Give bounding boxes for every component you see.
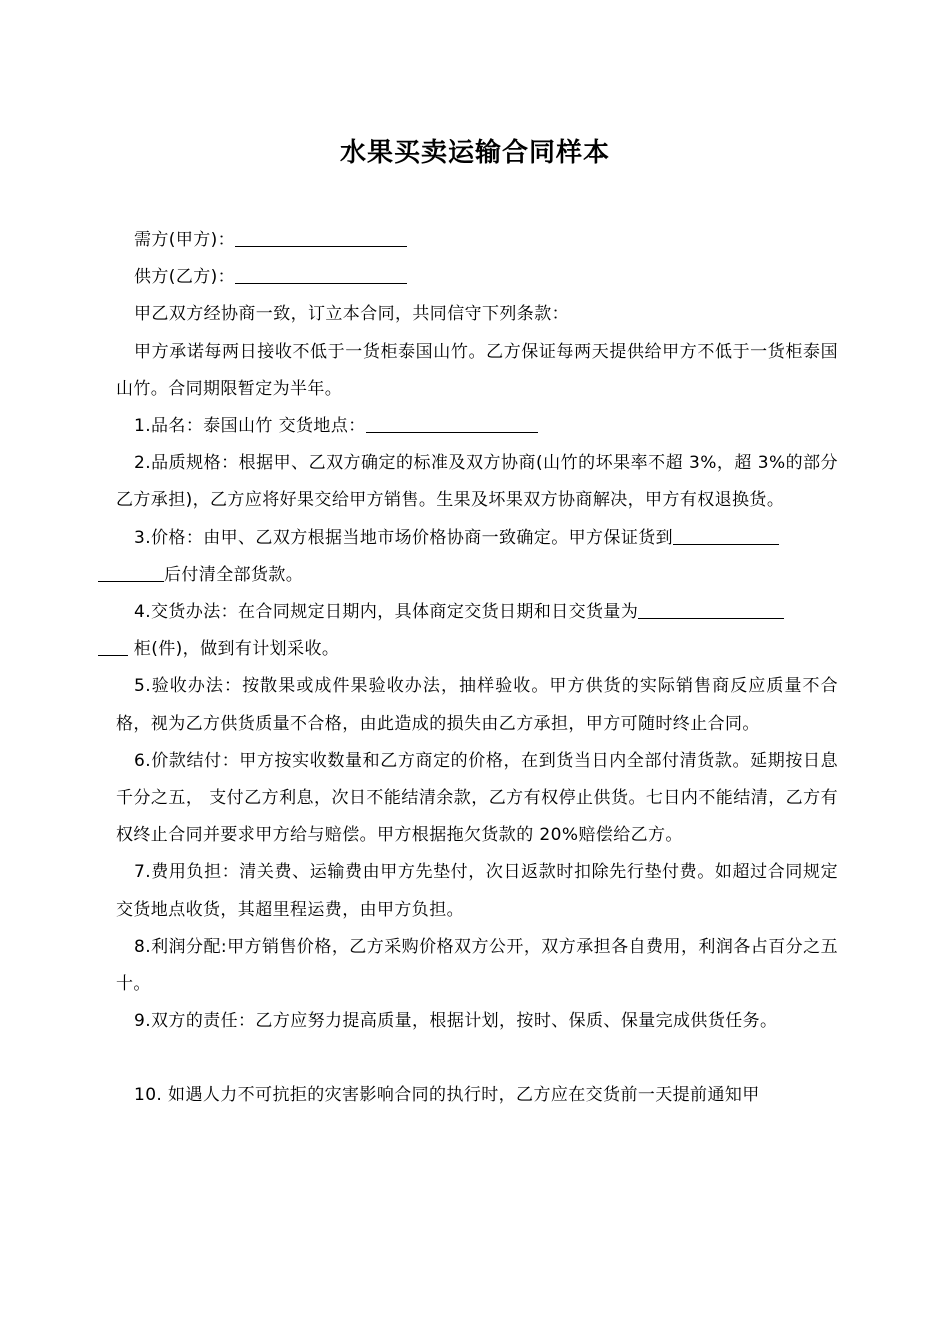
seller-label: 供方(乙方)：: [134, 267, 236, 288]
quantity-blank-cont: [98, 637, 128, 656]
clause-6: 6.价款结付：甲方按实收数量和乙方商定的价格，在到货当日内全部付清货款。延期按日息千分之五， 支付乙方利息，次日不能结清余款，乙方有权停止供货。七日内不能结清，乙方有权终止合同并要求甲方给与赔偿。甲方根据拖欠货款的 20%赔偿给乙方。: [116, 750, 838, 846]
clause-3-text: 3.价格：由甲、乙双方根据当地市场价格协商一致确定。甲方保证货到: [134, 527, 674, 548]
document-title: 水果买卖运输合同样本: [339, 138, 610, 168]
seller-line: [116, 259, 838, 296]
preamble-paragraph: 甲方承诺每两日接收不低于一货柜泰国山竹。乙方保证每两天提供给甲方不低于一货柜泰国山竹。合同期限暂定为半年。: [116, 341, 838, 399]
intro-paragraph: 甲乙双方经协商一致，订立本合同，共同信守下列条款：: [134, 304, 569, 325]
clause-5: 5.验收办法：按散果或成件果验收办法，抽样验收。甲方供货的实际销售商反应质量不合格，视为乙方供货质量不合格，由此造成的损失由乙方承担，甲方可随时终止合同。: [116, 676, 838, 734]
clause-8: 8.利润分配:甲方销售价格，乙方采购价格双方公开，双方承担各自费用，利润各占百分之五十。: [116, 936, 838, 995]
clause-3: [116, 520, 838, 594]
buyer-label: 需方(甲方)：: [134, 230, 236, 250]
payment-blank: [673, 526, 779, 545]
payment-blank-cont: [98, 563, 164, 582]
contract-body: [116, 222, 838, 1115]
clause-1-text: 1.品名：泰国山竹 交货地点：: [134, 416, 366, 437]
clause-4-suffix: 柜(件)，做到有计划采收。: [128, 639, 340, 660]
seller-blank: [235, 265, 407, 284]
clause-2: 2.品质规格：根据甲、乙双方确定的标准及双方协商(山竹的坏果率不超 3%，超 3%的部分乙方承担)，乙方应将好果交给甲方销售。生果及坏果双方协商解决，甲方有权退换货。: [116, 453, 838, 511]
clause-7: 7.费用负担：清关费、运输费由甲方先垫付，次日返款时扣除先行垫付费。如超过合同规定交货地点收货，其超里程运费，由甲方负担。: [116, 862, 838, 920]
quantity-blank: [638, 600, 784, 619]
delivery-location-blank: [366, 414, 538, 433]
clause-9: 9.双方的责任：乙方应努力提高质量，根据计划，按时、保质、保量完成供货任务。: [134, 1011, 778, 1032]
paragraph-gap: [116, 1040, 838, 1077]
clause-1: [116, 408, 838, 445]
clause-3-suffix: 后付清全部货款。: [164, 564, 304, 585]
buyer-line: [116, 222, 838, 259]
clause-10: 10. 如遇人力不可抗拒的灾害影响合同的执行时，乙方应在交货前一天提前通知甲: [134, 1085, 760, 1106]
clause-4-text: 4.交货办法：在合同规定日期内，具体商定交货日期和日交货量为: [134, 602, 639, 623]
clause-4: [116, 594, 838, 668]
buyer-blank: [235, 228, 407, 247]
